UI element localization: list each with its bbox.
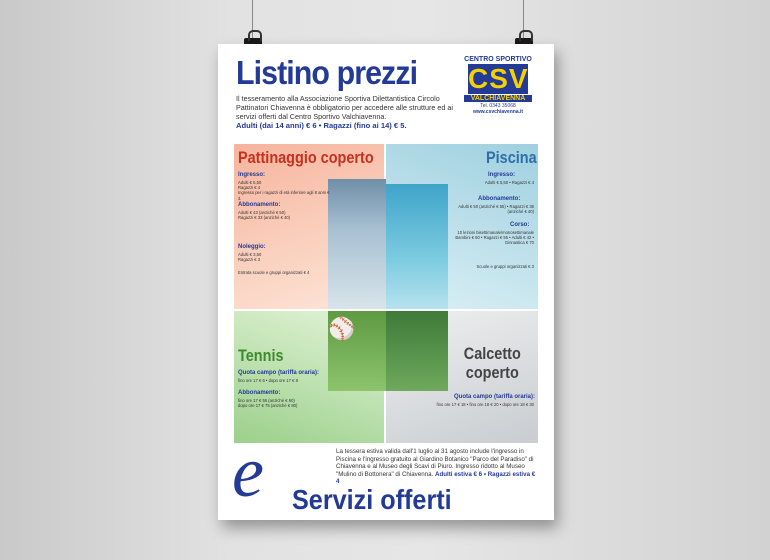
pattinaggio-noleggio-heading: Noleggio: — [238, 244, 266, 250]
poster-title: Listino prezzi — [236, 54, 418, 91]
summer-pass-note — [336, 448, 536, 486]
calcetto-title: Calcetto coperto — [463, 344, 521, 382]
summer-pass-text: La tessera estiva valida dall'1 luglio al 31 agosto include l'ingresso in Piscina e l'ingresso gratuito al Giardino Botanico "Parco del Paradiso" di Chiavenna e al Museo degli Scavi di Piuro. Ingresso ridotto al Museo "Mulino di Bottonera" di Chiavenna. — [336, 448, 534, 478]
piscina-title: Piscina — [486, 148, 537, 167]
pattinaggio-ingresso: Adulti € 5,50 Ragazzi € 4 Ingresso per i ragazzi di età inferiore agli 8 anni € 3. — [238, 180, 330, 201]
pattinaggio-abbonamento-heading: Abbonamento: — [238, 202, 281, 208]
piscina-corso: 10 lezioni bisettimanale/monosettimanale Bambini € 60 • Ragazzi € 55 • Adulti € 42 • Ginnastica € 70 — [455, 230, 534, 246]
pool-photo — [386, 184, 448, 309]
tennis-abbonamento: fino ore 17 € 55 (anziché € 60) dopo ore 17 € 75 (anziché € 80) — [238, 398, 298, 409]
piscina-abbonamento-heading: Abbonamento: — [478, 196, 521, 202]
logo-url: www.csvchiavenna.it — [472, 109, 524, 115]
csv-logo — [462, 56, 534, 126]
pattinaggio-abbonamento: Adulti € 43 (anziché € 50) Ragazzi € 33 (anziché € 40) — [238, 210, 291, 221]
logo-csv: CSV — [468, 63, 529, 94]
tennis-quota-heading: Quota campo (tariffa oraria): — [238, 370, 320, 376]
intro-body: Il tesseramento alla Associazione Sportiva Dilettantistica Circolo Pattinatori Chiavenna è obbligatorio per accedere alle strutture ed ai servizi offerti dal Centro Sportivo Valchiavenna. — [236, 94, 453, 121]
piscina-ingresso: Adulti € 5,50 • Ragazzi € 4 — [484, 180, 534, 185]
summer-pass-fees: Adulti estiva € 6 • Ragazzi estiva € 4 — [336, 470, 536, 486]
pattinaggio-extra: Entrata scuole e gruppi organizzati € 4 — [238, 270, 310, 275]
pattinaggio-ingresso-heading: Ingresso: — [238, 172, 266, 178]
logo-top-text: CENTRO SPORTIVO — [464, 56, 532, 63]
price-list-poster — [218, 44, 554, 520]
e-logo-letter: e — [232, 432, 264, 512]
skating-photo — [328, 179, 386, 309]
tennis-title: Tennis — [238, 346, 284, 365]
tennis-racket-icon: ⚾ — [328, 316, 356, 341]
intro-fees: Adulti (dai 14 anni) € 6 • Ragazzi (fino ai 14) € 5. — [236, 121, 407, 130]
intro-text — [236, 94, 462, 130]
calcetto-quota: fino ore 17 € 18 • fino ore 18 € 20 • dopo ore 18 € 30 — [436, 402, 534, 407]
piscina-abbonamento: Adulti € 50 (anziché € 55) • Ragazzi € 36 (anziché € 40) — [458, 204, 534, 215]
services-title: Servizi offerti — [292, 484, 452, 515]
pattinaggio-title: Pattinaggio coperto — [238, 148, 374, 167]
tennis-quota: fino ore 17 € 6 • dopo ore 17 € 8 — [238, 378, 298, 383]
calcetto-quota-heading: Quota campo (tariffa oraria): — [454, 394, 536, 400]
piscina-ingresso-heading: Ingresso: — [488, 172, 516, 178]
piscina-corso-heading: Corso: — [510, 222, 530, 228]
logo-valchiavenna: VALCHIAVENNA — [464, 95, 532, 102]
pattinaggio-noleggio: Adulti € 3,50 Ragazzi € 3 — [238, 252, 262, 263]
tennis-abbonamento-heading: Abbonamento: — [238, 390, 281, 396]
logo-phone: Tel. 0343 35068 — [480, 103, 516, 109]
piscina-extra: Scuole e gruppi organizzati € 3 — [476, 264, 534, 269]
soccer-photo — [386, 311, 448, 391]
